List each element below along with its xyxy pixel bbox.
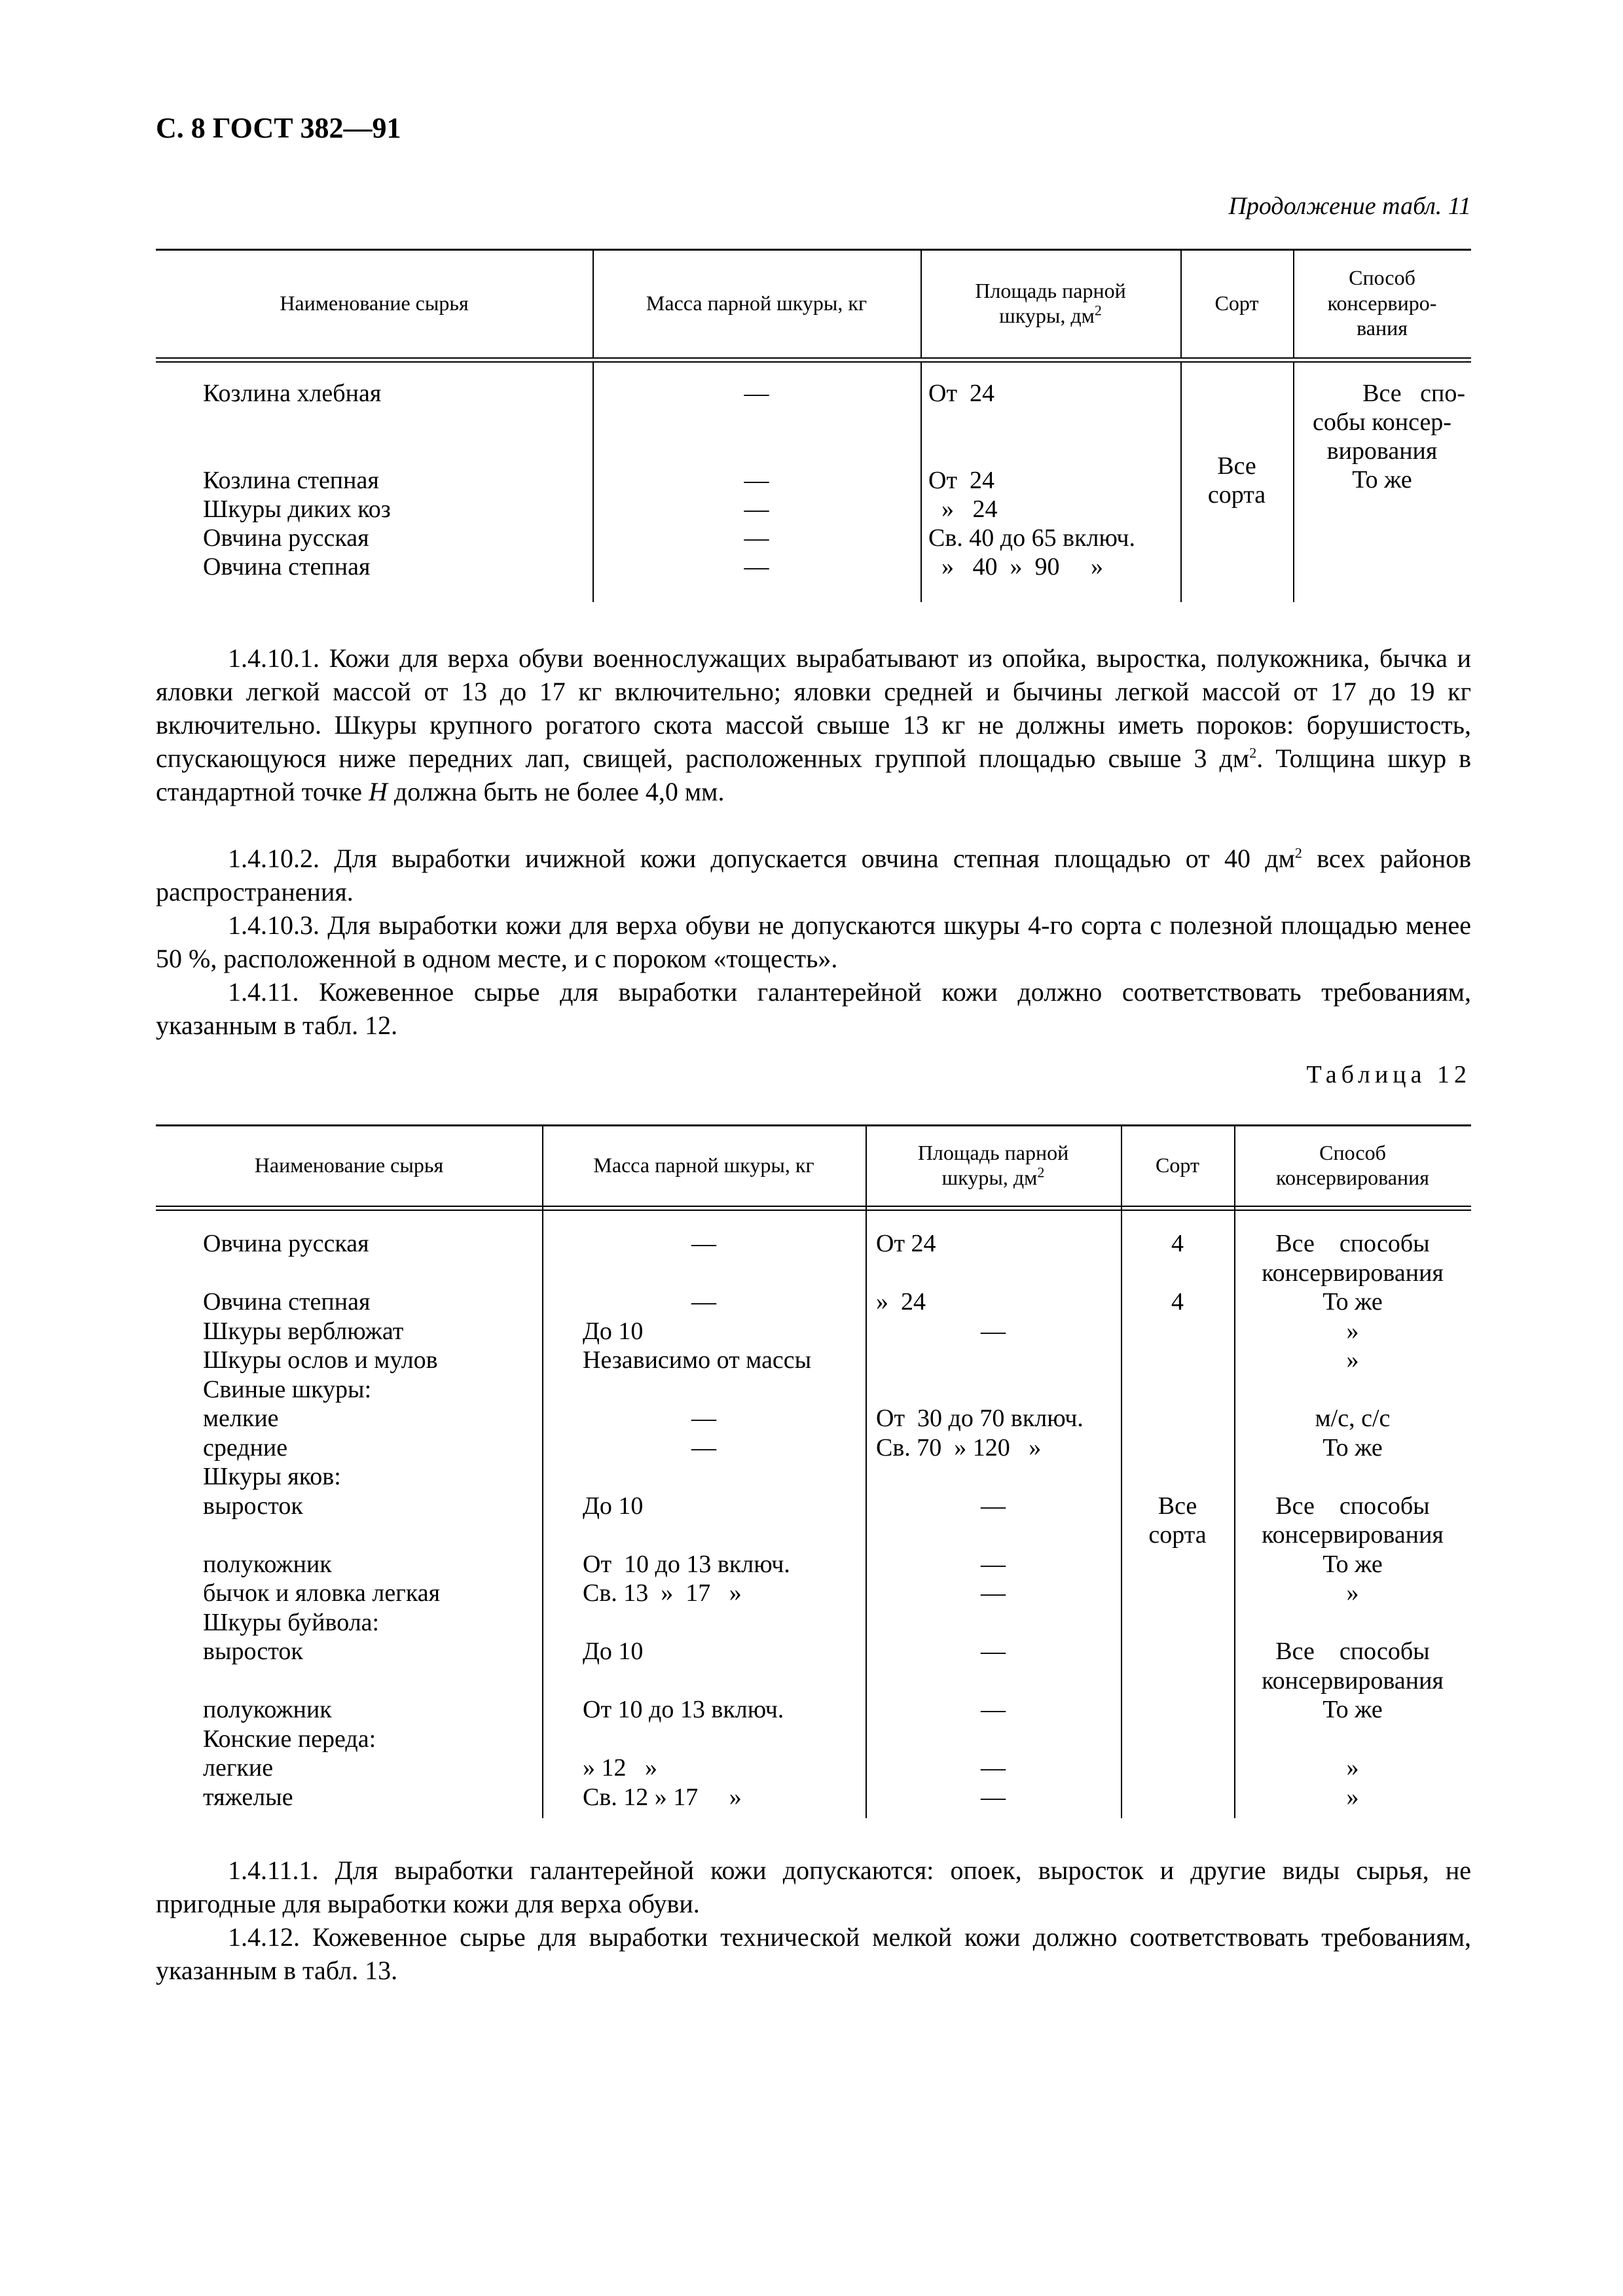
t11-row-name: Овчина степная bbox=[203, 553, 371, 581]
t12-cell-grade: 4 bbox=[1171, 1288, 1184, 1316]
t12-cell-mass: — bbox=[691, 1230, 716, 1257]
t12-cell-name: Конские переда: bbox=[203, 1725, 376, 1753]
t12-cell-name: Овчина степная bbox=[203, 1288, 371, 1316]
t11-header-name: Наименование сырья bbox=[280, 291, 469, 315]
t11-header-grade: Сорт bbox=[1214, 291, 1259, 315]
table-11 bbox=[156, 249, 1471, 602]
t12-header-area: Площадь парной шкуры, $дм^2$ bbox=[917, 1140, 1069, 1189]
t12-cell-area: — bbox=[981, 1579, 1006, 1607]
t11-row-name: Овчина русская bbox=[203, 524, 369, 552]
t11-row-name: Козлина степная bbox=[203, 467, 379, 494]
t11-method-line: вирования bbox=[1326, 437, 1438, 465]
t12-cell-name: Свиные шкуры: bbox=[203, 1375, 372, 1403]
t12-cell-name: тяжелые bbox=[203, 1783, 293, 1811]
t11-row-area: » 40 » 90 » bbox=[941, 553, 1103, 581]
t12-cell-name: мелкие bbox=[203, 1405, 279, 1432]
t12-cell-method: То же bbox=[1322, 1696, 1383, 1723]
t12-cell-mass: — bbox=[691, 1433, 716, 1462]
t11-row-mass: — bbox=[744, 495, 769, 523]
t12-cell-method: То же bbox=[1322, 1288, 1383, 1316]
t11-header-area: Площадь парной шкуры, $дм^2$ bbox=[975, 278, 1126, 327]
t12-cell-mass: Независимо от массы bbox=[583, 1346, 812, 1374]
t11-grade-line: сорта bbox=[1207, 481, 1266, 509]
t12-cell-method: » bbox=[1346, 1346, 1359, 1374]
t12-cell-grade: 4 bbox=[1171, 1230, 1184, 1257]
t12-cell-method: То же bbox=[1322, 1433, 1383, 1462]
t12-cell-method: Все способы bbox=[1275, 1492, 1430, 1520]
t12-cell-mass: — bbox=[691, 1405, 716, 1432]
t12-cell-method: Все способы bbox=[1275, 1638, 1430, 1665]
t11-row-area: От 24 bbox=[928, 467, 995, 494]
t12-cell-area: — bbox=[981, 1550, 1006, 1578]
t12-cell-name: Шкуры яков: bbox=[203, 1463, 341, 1490]
table-11-caption: Продолжение табл. 11 bbox=[1228, 192, 1471, 220]
t12-cell-name: выросток bbox=[203, 1492, 303, 1520]
t12-cell-method: То же bbox=[1322, 1550, 1383, 1578]
t12-header-name: Наименование сырья bbox=[254, 1153, 444, 1177]
t12-cell-name: Овчина русская bbox=[203, 1230, 369, 1257]
t12-cell-method: м/с, с/с bbox=[1315, 1405, 1391, 1432]
t12-cell-method: » bbox=[1346, 1579, 1359, 1607]
t12-cell-method: » bbox=[1346, 1317, 1359, 1345]
t12-cell-mass: Св. 13 » 17 » bbox=[583, 1579, 742, 1607]
t11-row-area: Св. 40 до 65 включ. bbox=[928, 524, 1136, 552]
t12-cell-name: легкие bbox=[203, 1754, 274, 1782]
t11-row-area: От 24 bbox=[928, 380, 995, 407]
t12-cell-name: бычок и яловка легкая bbox=[203, 1579, 441, 1607]
t11-row-mass: — bbox=[744, 467, 769, 494]
t12-cell-mass: От 10 до 13 включ. bbox=[583, 1550, 790, 1578]
paragraph-1-4-10-2: 1.4.10.2. Для выработки ичижной кожи допускается овчина степная площадью от 40 $дм^2$ всех районов распространения. bbox=[156, 844, 1472, 906]
t12-cell-name: Шкуры буйвола: bbox=[203, 1608, 380, 1636]
t12-cell-mass: До 10 bbox=[583, 1492, 644, 1520]
t12-header-grade: Сорт bbox=[1156, 1153, 1199, 1177]
t11-row-name: Козлина хлебная bbox=[203, 380, 382, 407]
t12-cell-name: выросток bbox=[203, 1638, 303, 1665]
paragraph-1-4-11-1: 1.4.11.1. Для выработки галантерейной кожи допускаются: опоек, выросток и другие виды сырья, не пригодные для выработки кожи для верха обуви. bbox=[156, 1856, 1471, 1918]
table-12 bbox=[156, 1124, 1471, 1818]
paragraph-1-4-10-1: 1.4.10.1. Кожи для верха обуви военнослужащих вырабатывают из опойка, выростка, полукожника, бычка и яловки легкой массой от 13 до 17 кг включительно; яловки средней и бычины легкой массой от 17 до 19 кг включительно. Шкуры крупного рогатого скота массой свыше 13 кг не должны иметь пороков: борушистость, спускающуюся ниже передних лап, свищей, расположенных группой площадью свыше 3 $дм^2$. Толщина шкур в стандартной точке Н должна быть не более 4,0 мм. bbox=[156, 643, 1471, 806]
t11-row-mass: — bbox=[744, 524, 769, 552]
page-header: С. 8 ГОСТ 382—91 bbox=[156, 112, 401, 144]
t12-cell-method: консервирования bbox=[1262, 1259, 1444, 1287]
t11-row-mass: — bbox=[744, 380, 769, 407]
t12-cell-mass: Св. 12 » 17 » bbox=[583, 1783, 742, 1811]
t12-header-mass: Масса парной шкуры, кг bbox=[593, 1153, 814, 1177]
t11-method-line: Все спо- bbox=[1362, 380, 1465, 407]
t11-row-mass: — bbox=[744, 553, 769, 581]
t11-header-method: Способ консервиро-вания bbox=[1327, 266, 1437, 340]
paragraph-1-4-10-3: 1.4.10.3. Для выработки кожи для верха обуви не допускаются шкуры 4-го сорта с полезной площадью менее 50 %, расположенной в одном месте, и с пороком «тощесть». bbox=[156, 910, 1471, 973]
t12-cell-area: — bbox=[981, 1638, 1006, 1665]
t12-cell-method: консервирования bbox=[1262, 1521, 1444, 1549]
t12-header-method: Способ консервирования bbox=[1276, 1140, 1429, 1189]
t12-cell-area: — bbox=[981, 1754, 1006, 1782]
t12-cell-area: Св. 70 » 120 » bbox=[876, 1433, 1042, 1462]
t12-cell-grade: Все bbox=[1158, 1492, 1197, 1520]
t12-cell-area: » 24 bbox=[876, 1288, 926, 1316]
t12-cell-area: — bbox=[981, 1317, 1006, 1345]
paragraph-1-4-12: 1.4.12. Кожевенное сырье для выработки технической мелкой кожи должно соответствовать требованиям, указанным в табл. 13. bbox=[156, 1922, 1471, 1985]
t12-cell-mass: До 10 bbox=[583, 1317, 644, 1345]
t12-cell-name: средние bbox=[203, 1433, 288, 1462]
t12-cell-method: Все способы bbox=[1275, 1230, 1430, 1257]
t12-cell-method: консервирования bbox=[1262, 1666, 1444, 1695]
t11-grade-line: Все bbox=[1217, 452, 1256, 480]
t12-cell-mass: От 10 до 13 включ. bbox=[583, 1696, 784, 1723]
t11-method-line: собы консер- bbox=[1313, 408, 1451, 436]
t12-cell-name: Шкуры верблюжат bbox=[203, 1317, 404, 1345]
t11-row-name: Шкуры диких коз bbox=[203, 495, 391, 523]
t12-cell-area: — bbox=[981, 1492, 1006, 1520]
t12-cell-area: От 30 до 70 включ. bbox=[876, 1405, 1084, 1432]
t12-cell-method: » bbox=[1346, 1783, 1359, 1811]
t12-cell-name: полукожник bbox=[203, 1696, 332, 1723]
t11-row-area: » 24 bbox=[941, 495, 998, 523]
t11-method-line: То же bbox=[1352, 466, 1412, 493]
t11-header-mass: Масса парной шкуры, кг bbox=[646, 291, 867, 315]
t12-cell-grade: сорта bbox=[1148, 1521, 1207, 1549]
t12-cell-name: Шкуры ослов и мулов bbox=[203, 1346, 438, 1374]
t12-cell-area: — bbox=[981, 1696, 1006, 1723]
t12-cell-area: От 24 bbox=[876, 1230, 936, 1257]
t12-cell-mass: — bbox=[691, 1288, 716, 1316]
t12-cell-name: полукожник bbox=[203, 1550, 332, 1578]
t12-cell-mass: » 12 » bbox=[583, 1754, 657, 1782]
t12-cell-method: » bbox=[1346, 1754, 1359, 1782]
t12-cell-mass: До 10 bbox=[583, 1638, 644, 1665]
paragraph-1-4-11: 1.4.11. Кожевенное сырье для выработки галантерейной кожи должно соответствовать требованиям, указанным в табл. 12. bbox=[156, 977, 1471, 1040]
t12-cell-area: — bbox=[981, 1783, 1006, 1811]
table-12-caption: Таблица 12 bbox=[1306, 1061, 1471, 1088]
